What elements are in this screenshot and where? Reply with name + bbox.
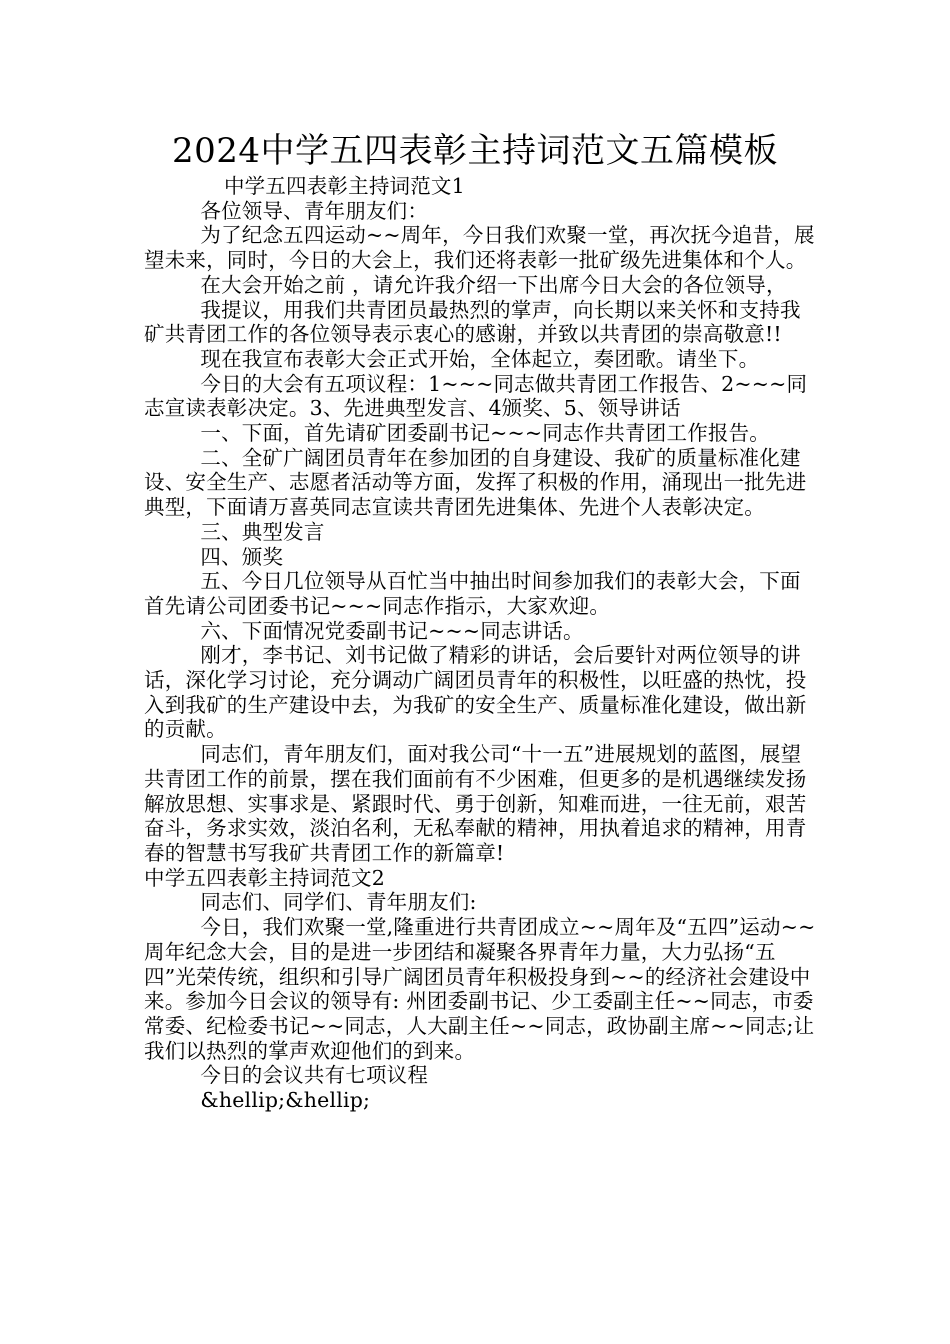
paragraph: 刚才，李书记、刘书记做了精彩的讲话，会后要针对两位领导的讲话，深化学习讨论，充分调动广阔团员青年的积极性，以旺盛的热忱，投入到我矿的生产建设中去，为我矿的安全生产、质量标准化建设，做出新的贡献。: [144, 643, 807, 742]
paragraph: 同志们，青年朋友们，面对我公司“十一五”进展规划的蓝图，展望共青团工作的前景，摆在我们面前有不少困难，但更多的是机遇继续发扬解放思想、实事求是、紧跟时代、勇于创新，知难而进，一往无前，艰苦奋斗，务求实效，淡泊名利，无私奉献的精神，用执着追求的精神，用青春的智慧书写我矿共青团工作的新篇章!: [144, 742, 807, 865]
paragraph: 四、颁奖: [200, 544, 284, 569]
paragraph: 各位领导、青年朋友们：: [200, 198, 429, 223]
paragraph: 三、典型发言: [200, 519, 325, 544]
paragraph: 为了纪念五四运动~~周年，今日我们欢聚一堂，再次抚今追昔，展望未来，同时，今日的大会上，我们还将表彰一批矿级先进集体和个人。: [144, 223, 815, 273]
paragraph: 现在我宣布表彰大会正式开始，全体起立，奏团歌。请坐下。: [200, 346, 760, 371]
paragraph: 一、下面，首先请矿团委副书记~~~同志作共青团工作报告。: [200, 421, 771, 446]
paragraph: 今日的会议共有七项议程: [200, 1063, 429, 1088]
paragraph: 今日，我们欢聚一堂,隆重进行共青团成立~~周年及“五四”运动~~周年纪念大会，目的是进一步团结和凝聚各界青年力量，大力弘扬“五四”光荣传统，组织和引导广阔团员青年积极投身到~~的经济社会建设中来。参加今日会议的领导有: 州团委副书记、少工委副主任~~同志，市委常委、纪检委书记~~同志，人大副主任~~同志，政协副主席~~同志;让我们以热烈的掌声欢迎他们的到来。: [144, 915, 816, 1063]
section-2-heading: 中学五四表彰主持词范文2: [144, 865, 385, 890]
document-body: [144, 174, 820, 1113]
paragraph: 五、今日几位领导从百忙当中抽出时间参加我们的表彰大会，下面首先请公司团委书记~~~同志作指示，大家欢迎。: [144, 569, 801, 618]
paragraph: 在大会开始之前 ，请允许我介绍一下出席今日大会的各位领导，: [200, 272, 787, 297]
paragraph: 同志们、同学们、青年朋友们:: [200, 890, 477, 915]
paragraph: 今日的大会有五项议程：1~~~同志做共青团工作报告、2~~~同志宣读表彰决定。3、先进典型发言、4颁奖、5、领导讲话: [144, 371, 808, 421]
section-1-heading: 中学五四表彰主持词范文1: [223, 174, 465, 198]
document-title: 2024中学五四表彰主持词范文五篇模板: [171, 131, 779, 171]
paragraph: 二、全矿广阔团员青年在参加团的自身建设、我矿的质量标准化建设、安全生产、志愿者活动等方面，发挥了积极的作用，涌现出一批先进典型，下面请万喜英同志宣读共青团先进集体、先进个人表彰决定。: [144, 445, 807, 520]
paragraph: 六、下面情况党委副书记~~~同志讲话。: [200, 618, 584, 643]
paragraph: 我提议，用我们共青团员最热烈的掌声，向长期以来关怀和支持我矿共青团工作的各位领导表示衷心的感谢，并致以共青团的崇高敬意!!: [144, 297, 801, 347]
paragraph: &hellip;&hellip;: [200, 1088, 371, 1113]
